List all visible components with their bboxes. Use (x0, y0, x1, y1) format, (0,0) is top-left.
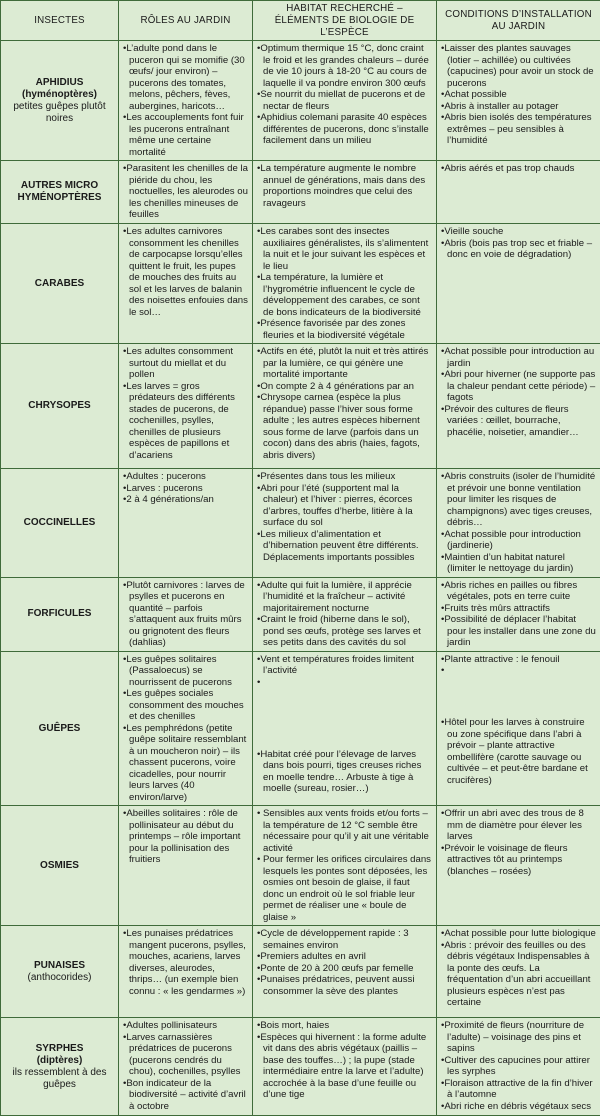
list-item: • Abri riche en débris végétaux secs (441, 1101, 596, 1113)
habitat-cell (253, 1018, 437, 1116)
list-item: • L’adulte pond dans le puceron qui se momifie (30 œufs/ jour environ) – pucerons des tomates, melons, pêchers, fèves, aubergines, haricots… (123, 43, 248, 112)
list-item: • Pour fermer les orifices circulaires dans lesquels les pontes sont déposées, les osmies ont besoin de glaise, il faut donc un endroit où le sol friable leur permet de réaliser une « boule de glaise » (257, 854, 432, 923)
roles-cell (119, 651, 253, 806)
list-item: • Ponte de 20 à 200 œufs par femelle (257, 963, 432, 975)
list-item: • Chrysope carnea (espèce la plus répandue) passe l’hiver sous forme adulte ; les autres espèces hibernent sous forme de larve (parfois dans un cocon) dans des abris (haies, fagots, abris divers) (257, 392, 432, 461)
list-item: • Les accouplements font fuir les pucerons entraînant même une certaine mortalité (123, 112, 248, 158)
insect-cell: PUNAISES (anthocorides) (1, 926, 119, 1018)
list-item: • Abeilles solitaires : rôle de pollinisateur au début du printemps – rôle important pour la pollinisation des fruitiers (123, 808, 248, 866)
table-row (1, 469, 600, 578)
list-item: • Les punaises prédatrices mangent pucerons, psylles, mouches, acariens, larves diverses, aleurodes, thrips… (un exemple bien connu : « les gendarmes ») (123, 928, 248, 997)
list-item: • Punaises prédatrices, peuvent aussi consommer la sève des plantes (257, 974, 432, 997)
habitat-cell (253, 469, 437, 578)
list-item: • Plutôt carnivores : larves de psylles et pucerons en quantité – parfois s’attaquent aux fruits mûrs ou grignotent des fleurs (dahlias) (123, 580, 248, 649)
habitat-cell (253, 41, 437, 161)
list-item: • Abris bien isolés des températures extrêmes – peu sensibles à l’humidité (441, 112, 596, 147)
conditions-cell (437, 651, 600, 806)
insect-cell: FORFICULES (1, 577, 119, 651)
list-item: • Les larves = gros prédateurs des différents stades de pucerons, de cochenilles, psylles, chenilles de plusieurs espèces de papillons et d’acariens (123, 381, 248, 462)
list-item: • Bon indicateur de la biodiversité – activité d’avril à octobre (123, 1078, 248, 1113)
list-item: • Abris : prévoir des feuilles ou des débris végétaux Indispensables à la ponte des œufs. La fréquentation d’un abri accueillant plusieurs espèces n’est pas certaine (441, 940, 596, 1009)
insect-cell: CARABES (1, 224, 119, 344)
list-item: • Espèces qui hivernent : la forme adulte vit dans des abris végétaux (paillis – base des touffes…) ; la pupe (stade intermédiaire entre la larve et l’adulte) accrochée à la base d’une feuille ou d’une tige (257, 1032, 432, 1101)
table-row (1, 41, 600, 161)
list-item: • Aphidius colemani parasite 40 espèces différentes de pucerons, donc s’installe facilement dans un milieu (257, 112, 432, 147)
list-item: • Abris construits (isoler de l’humidité et prévoir une bonne ventilation pour limiter les risques de champignons) avec tiges creuses, débris… (441, 471, 596, 529)
insect-cell: SYRPHES (diptères) ils ressemblent à des guêpes (1, 1018, 119, 1116)
insect-cell: AUTRES MICRO HYMÉNOPTÈRES (1, 161, 119, 224)
list-item: • Fruits très mûrs attractifs (441, 603, 596, 615)
table-row (1, 1018, 600, 1116)
list-item: • Achat possible (441, 89, 596, 101)
roles-cell (119, 161, 253, 224)
list-item: • Larves carnassières prédatrices de pucerons (pucerons cendrés du chou), cochenilles, psylles (123, 1032, 248, 1078)
list-item: • Craint le froid (hiberne dans le sol), pond ses œufs, protège ses larves et ses petits dans des cavités du sol (257, 614, 432, 649)
list-item: • Vent et températures froides limitent l’activité (257, 654, 432, 677)
list-item: • Floraison attractive de la fin d’hiver à l’automne (441, 1078, 596, 1101)
habitat-cell (253, 224, 437, 344)
list-item: • Parasitent les chenilles de la piéride du chou, les noctuelles, les aleurodes ou les chenilles mineuses de feuilles (123, 163, 248, 221)
list-item: • Proximité de fleurs (nourriture de l’adulte) – voisinage des pins et sapins (441, 1020, 596, 1055)
roles-cell (119, 224, 253, 344)
roles-cell (119, 344, 253, 469)
list-item: • Bois mort, haies (257, 1020, 432, 1032)
list-item: • Actifs en été, plutôt la nuit et très attirés par la lumière, ce qui génère une mortalité importante (257, 346, 432, 381)
roles-cell (119, 577, 253, 651)
list-item: • Optimum thermique 15 °C, donc craint le froid et les grandes chaleurs – durée de vie 10 jours à 18-20 °C au cours de laquelle il va pondre environ 300 œufs (257, 43, 432, 89)
roles-cell (119, 926, 253, 1018)
conditions-cell (437, 926, 600, 1018)
habitat-cell (253, 161, 437, 224)
conditions-cell (437, 577, 600, 651)
list-item: • Cycle de développement rapide : 3 semaines environ (257, 928, 432, 951)
list-item: • Prévoir le voisinage de fleurs attractives tôt au printemps (blanches – rosées) (441, 843, 596, 878)
conditions-cell (437, 1018, 600, 1116)
list-item: • Présentes dans tous les milieux (257, 471, 432, 483)
list-item: • Présence favorisée par des zones fleuries et la biodiversité végétale (257, 318, 432, 341)
list-item: • Les adultes consomment surtout du miellat et du pollen (123, 346, 248, 381)
list-item: • Adulte qui fuit la lumière, il apprécie l’humidité et la fraîcheur – activité majoritairement nocturne (257, 580, 432, 615)
list-item: • Les milieux d’alimentation et d’hibernation peuvent être différents. Déplacements importants possibles (257, 529, 432, 564)
list-item: • Offrir un abri avec des trous de 8 mm de diamètre pour élever les larves (441, 808, 596, 843)
list-item: • La température, la lumière et l’hygrométrie influencent le cycle de développement des carabes, ce sont de bons indicateurs de la biodiversité (257, 272, 432, 318)
list-item: • Abris aérés et pas trop chauds (441, 163, 596, 175)
habitat-cell (253, 651, 437, 806)
list-item: • Laisser des plantes sauvages (lotier – achillée) ou cultivées (capucines) pour avoir un stock de pucerons (441, 43, 596, 89)
list-item: • Prévoir des cultures de fleurs variées : œillet, bourrache, phacélie, noisetier, amandier… (441, 404, 596, 439)
table-row (1, 806, 600, 926)
list-item: • Achat possible pour introduction (jardinerie) (441, 529, 596, 552)
table-row (1, 224, 600, 344)
conditions-cell (437, 224, 600, 344)
list-item: • On compte 2 à 4 générations par an (257, 381, 432, 393)
list-item: • Larves : pucerons (123, 483, 248, 495)
list-item: • Vieille souche (441, 226, 596, 238)
list-item: • 2 à 4 générations/an (123, 494, 248, 506)
list-item: • Adultes : pucerons (123, 471, 248, 483)
header-row (1, 1, 600, 41)
conditions-cell (437, 344, 600, 469)
table-row (1, 926, 600, 1018)
list-item: • Premiers adultes en avril (257, 951, 432, 963)
list-item: • Les pemphrédons (petite guêpe solitaire ressemblant à un moucheron noir) – ils chassent pucerons, voire cicadelles, pour nourrir leurs larves (40 environ/larve) (123, 723, 248, 804)
conditions-cell (437, 806, 600, 926)
roles-cell (119, 1018, 253, 1116)
list-item: • Abris riches en pailles ou fibres végétales, pots en terre cuite (441, 580, 596, 603)
list-item: • Achat possible pour lutte biologique (441, 928, 596, 940)
conditions-cell (437, 41, 600, 161)
insect-cell: COCCINELLES (1, 469, 119, 578)
list-item: • Les carabes sont des insectes auxiliaires généralistes, ils s’alimentent la nuit et le jour suivant les espèces et le lieu (257, 226, 432, 272)
roles-cell (119, 469, 253, 578)
list-item: • Les adultes carnivores consomment les chenilles de carpocapse lorsqu’elles quittent le fruit, les pupes de mouches des fruits au sol et les larves de balanin des noisettes enfouies dans le sol… (123, 226, 248, 318)
habitat-cell (253, 577, 437, 651)
list-item: • Se nourrit du miellat de pucerons et de nectar de fleurs (257, 89, 432, 112)
table-row (1, 577, 600, 651)
insect-cell: CHRYSOPES (1, 344, 119, 469)
list-item: • Abri pour l’été (supportent mal la chaleur) et l’hiver : pierres, écorces d’arbres, touffes d’herbe, litière à la surface du sol (257, 483, 432, 529)
habitat-cell (253, 806, 437, 926)
roles-cell (119, 41, 253, 161)
list-item: • Abris à installer au potager (441, 101, 596, 113)
table-row (1, 651, 600, 806)
insect-cell: GUÊPES (1, 651, 119, 806)
insect-cell: APHIDIUS (hyménoptères) petites guêpes plutôt noires (1, 41, 119, 161)
header-roles: RÔLES AU JARDIN (119, 1, 253, 41)
header-conditions: CONDITIONS D’INSTALLATION AU JARDIN (437, 1, 600, 41)
conditions-cell (437, 469, 600, 578)
list-item: • Abri pour hiverner (ne supporte pas la chaleur pendant cette période) – fagots (441, 369, 596, 404)
header-insects: INSECTES (1, 1, 119, 41)
list-item: • Adultes pollinisateurs (123, 1020, 248, 1032)
conditions-cell (437, 161, 600, 224)
list-item: • Sensibles aux vents froids et/ou forts – la température de 12 °C semble être nécessaire pour qu’il y ait une véritable activité (257, 808, 432, 854)
list-item: • Les guêpes sociales consomment des mouches et des chenilles (123, 688, 248, 723)
habitat-cell (253, 926, 437, 1018)
table-row (1, 161, 600, 224)
list-item: • Abris (bois pas trop sec et friable – donc en voie de dégradation) (441, 238, 596, 261)
insect-cell: OSMIES (1, 806, 119, 926)
list-item: • Cultiver des capucines pour attirer les syrphes (441, 1055, 596, 1078)
list-item: • Habitat créé pour l’élevage de larves dans bois pourri, tiges creuses riches en moelle tendre… Arbuste à tige à moelle (sureau, rosier…) (257, 749, 432, 795)
roles-cell (119, 806, 253, 926)
habitat-cell (253, 344, 437, 469)
list-item: • Achat possible pour introduction au jardin (441, 346, 596, 369)
table-row (1, 344, 600, 469)
list-item: • Plante attractive : le fenouil (441, 654, 596, 666)
list-item: • Possibilité de déplacer l’habitat pour les installer dans une zone du jardin (441, 614, 596, 649)
list-item: • La température augmente le nombre annuel de générations, mais dans des proportions moindres que celui des ravageurs (257, 163, 432, 209)
header-habitat: HABITAT RECHERCHÉ – ÉLÉMENTS DE BIOLOGIE DE L’ESPÈCE (253, 1, 437, 41)
list-item: • Maintien d’un habitat naturel (limiter le nettoyage du jardin) (441, 552, 596, 575)
list-item: • Les guêpes solitaires (Passaloecus) se nourrissent de pucerons (123, 654, 248, 689)
list-item: • Hôtel pour les larves à construire ou zone spécifique dans l’abri à prévoir – plante attractive ombellifère (carotte sauvage ou cultivée – et peut-être bardane et crucifères) (441, 717, 596, 786)
